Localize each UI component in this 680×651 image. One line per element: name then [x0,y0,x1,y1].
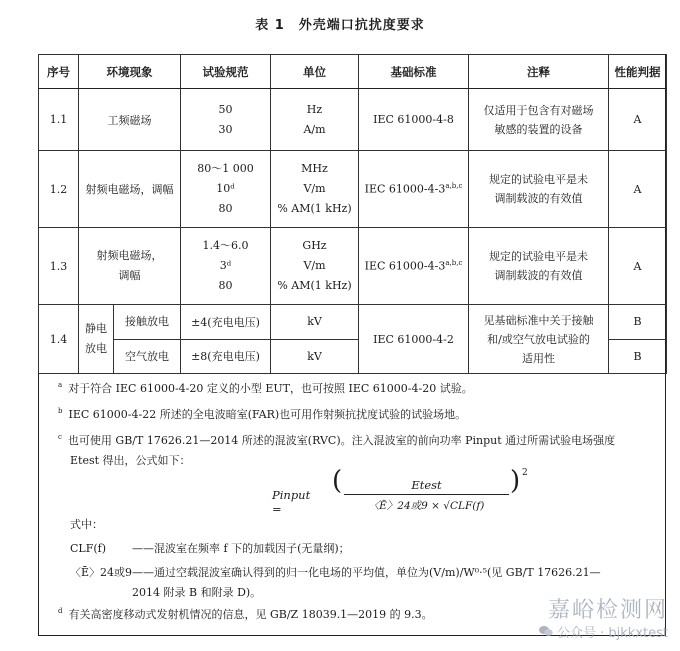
row-note: 仅适用于包含有对磁场 敏感的装置的设备 [469,89,609,151]
wechat-icon [539,625,553,641]
esd-contact-criterion: B [609,305,667,340]
row-phenomenon: 射频电磁场， 调幅 [79,228,181,305]
row-criterion: A [609,228,667,305]
formula-den: 〈Ē〉24或9 × √CLF(f) [368,500,485,512]
footnote-d: $^d$ 有关高密度移动式发射机情况的信息，见 GB/Z 18039.1—2019 的 9.3。 [58,607,433,621]
formula-paren-close: ) [510,466,521,496]
row-unit: Hz A/m [271,89,359,151]
row-no: 1.3 [39,228,79,305]
table-row-esd-contact [39,305,667,340]
row-note: 规定的试验电平是未 调制载波的有效值 [469,151,609,228]
esd-group-label: 静电 放电 [79,305,114,373]
row-no: 1.1 [39,89,79,151]
row-criterion: A [609,151,667,228]
esd-air-unit: kV [271,339,359,374]
esd-contact-unit: kV [271,305,359,340]
footnote-c-line1: $^c$ 也可使用 GB/T 17626.21—2014 所述的混波室(RVC)。注入混波室的前向功率 Pinput 通过所需试验电场强度 [58,433,616,447]
row-phenomenon: 工频磁场 [79,89,181,151]
esd-contact-spec: ±4(充电电压) [181,305,271,340]
esd-note: 见基础标准中关于接触 和/或空气放电试验的 适用性 [469,305,609,374]
formula-exp: 2 [522,468,528,478]
esd-phenomenon-cell [79,305,181,374]
row-no: 1.2 [39,151,79,228]
row-standard: IEC 61000-4-3$^{a,b,c}$ [359,151,469,228]
header-criterion: 性能判据 [609,55,667,89]
header-spec: 试验规范 [181,55,271,89]
header-phenomenon: 环境现象 [79,55,181,89]
e-definition: 〈Ē〉24或9——通过空载混波室确认得到的归一化电场的平均值，单位为(V/m)/W⁰·⁵(见 GB/T 17626.21— [70,566,601,579]
row-unit: GHz V/m % AM(1 kHz) [271,228,359,305]
watermark-main: 嘉峪检测网 [547,597,668,623]
watermark [539,593,668,642]
row-spec: 50 30 [181,89,271,151]
watermark-sub: 公众号 · bjkkxtest [539,622,668,642]
formula-paren-open: ( [332,466,343,496]
table-caption: 表 1 外壳端口抗扰度要求 [255,18,425,33]
row-spec: 1.4～6.0 3ᵈ 80 [181,228,271,305]
e-definition-cont: 2014 附录 B 和附录 D)。 [132,586,262,599]
row-phenomenon: 射频电磁场，调幅 [79,151,181,228]
table-row [39,151,667,228]
esd-air-spec: ±8(充电电压) [181,339,271,374]
row-unit: MHz V/m % AM(1 kHz) [271,151,359,228]
table-header-row [39,55,667,89]
formula-lhs: Pinput = [272,488,311,516]
footnote-c-line2: Etest 得出，公式如下： [70,454,191,467]
esd-air-label: 空气放电 [125,350,169,363]
formula-num: Etest [411,478,442,492]
row-note: 规定的试验电平是未 调制载波的有效值 [469,228,609,305]
row-no: 1.4 [39,305,79,374]
header-note: 注释 [469,55,609,89]
footnote-b: $^b$ IEC 61000-4-22 所述的全电波暗室(FAR)也可用作射频抗扰度试验的试验场地。 [58,407,467,421]
row-criterion: A [609,89,667,151]
where-label: 式中： [70,518,103,531]
formula-bar [344,494,509,495]
header-no: 序号 [39,55,79,89]
table-row [39,89,667,151]
esd-standard: IEC 61000-4-2 [359,305,469,374]
row-standard: IEC 61000-4-3$^{a,b,c}$ [359,228,469,305]
clf-definition: CLF(f) ——混波室在频率 f 下的加载因子(无量纲)； [70,542,350,555]
esd-contact-label: 接触放电 [114,305,180,340]
row-standard: IEC 61000-4-8 [359,89,469,151]
immunity-table [38,54,667,374]
header-standard: 基础标准 [359,55,469,89]
esd-air-criterion: B [609,339,667,374]
table-row [39,228,667,305]
row-spec: 80～1 000 10ᵈ 80 [181,151,271,228]
footnote-a: $^a$ 对于符合 IEC 61000-4-20 定义的小型 EUT，也可按照 IEC 61000-4-20 试验。 [58,381,473,395]
header-unit: 单位 [271,55,359,89]
